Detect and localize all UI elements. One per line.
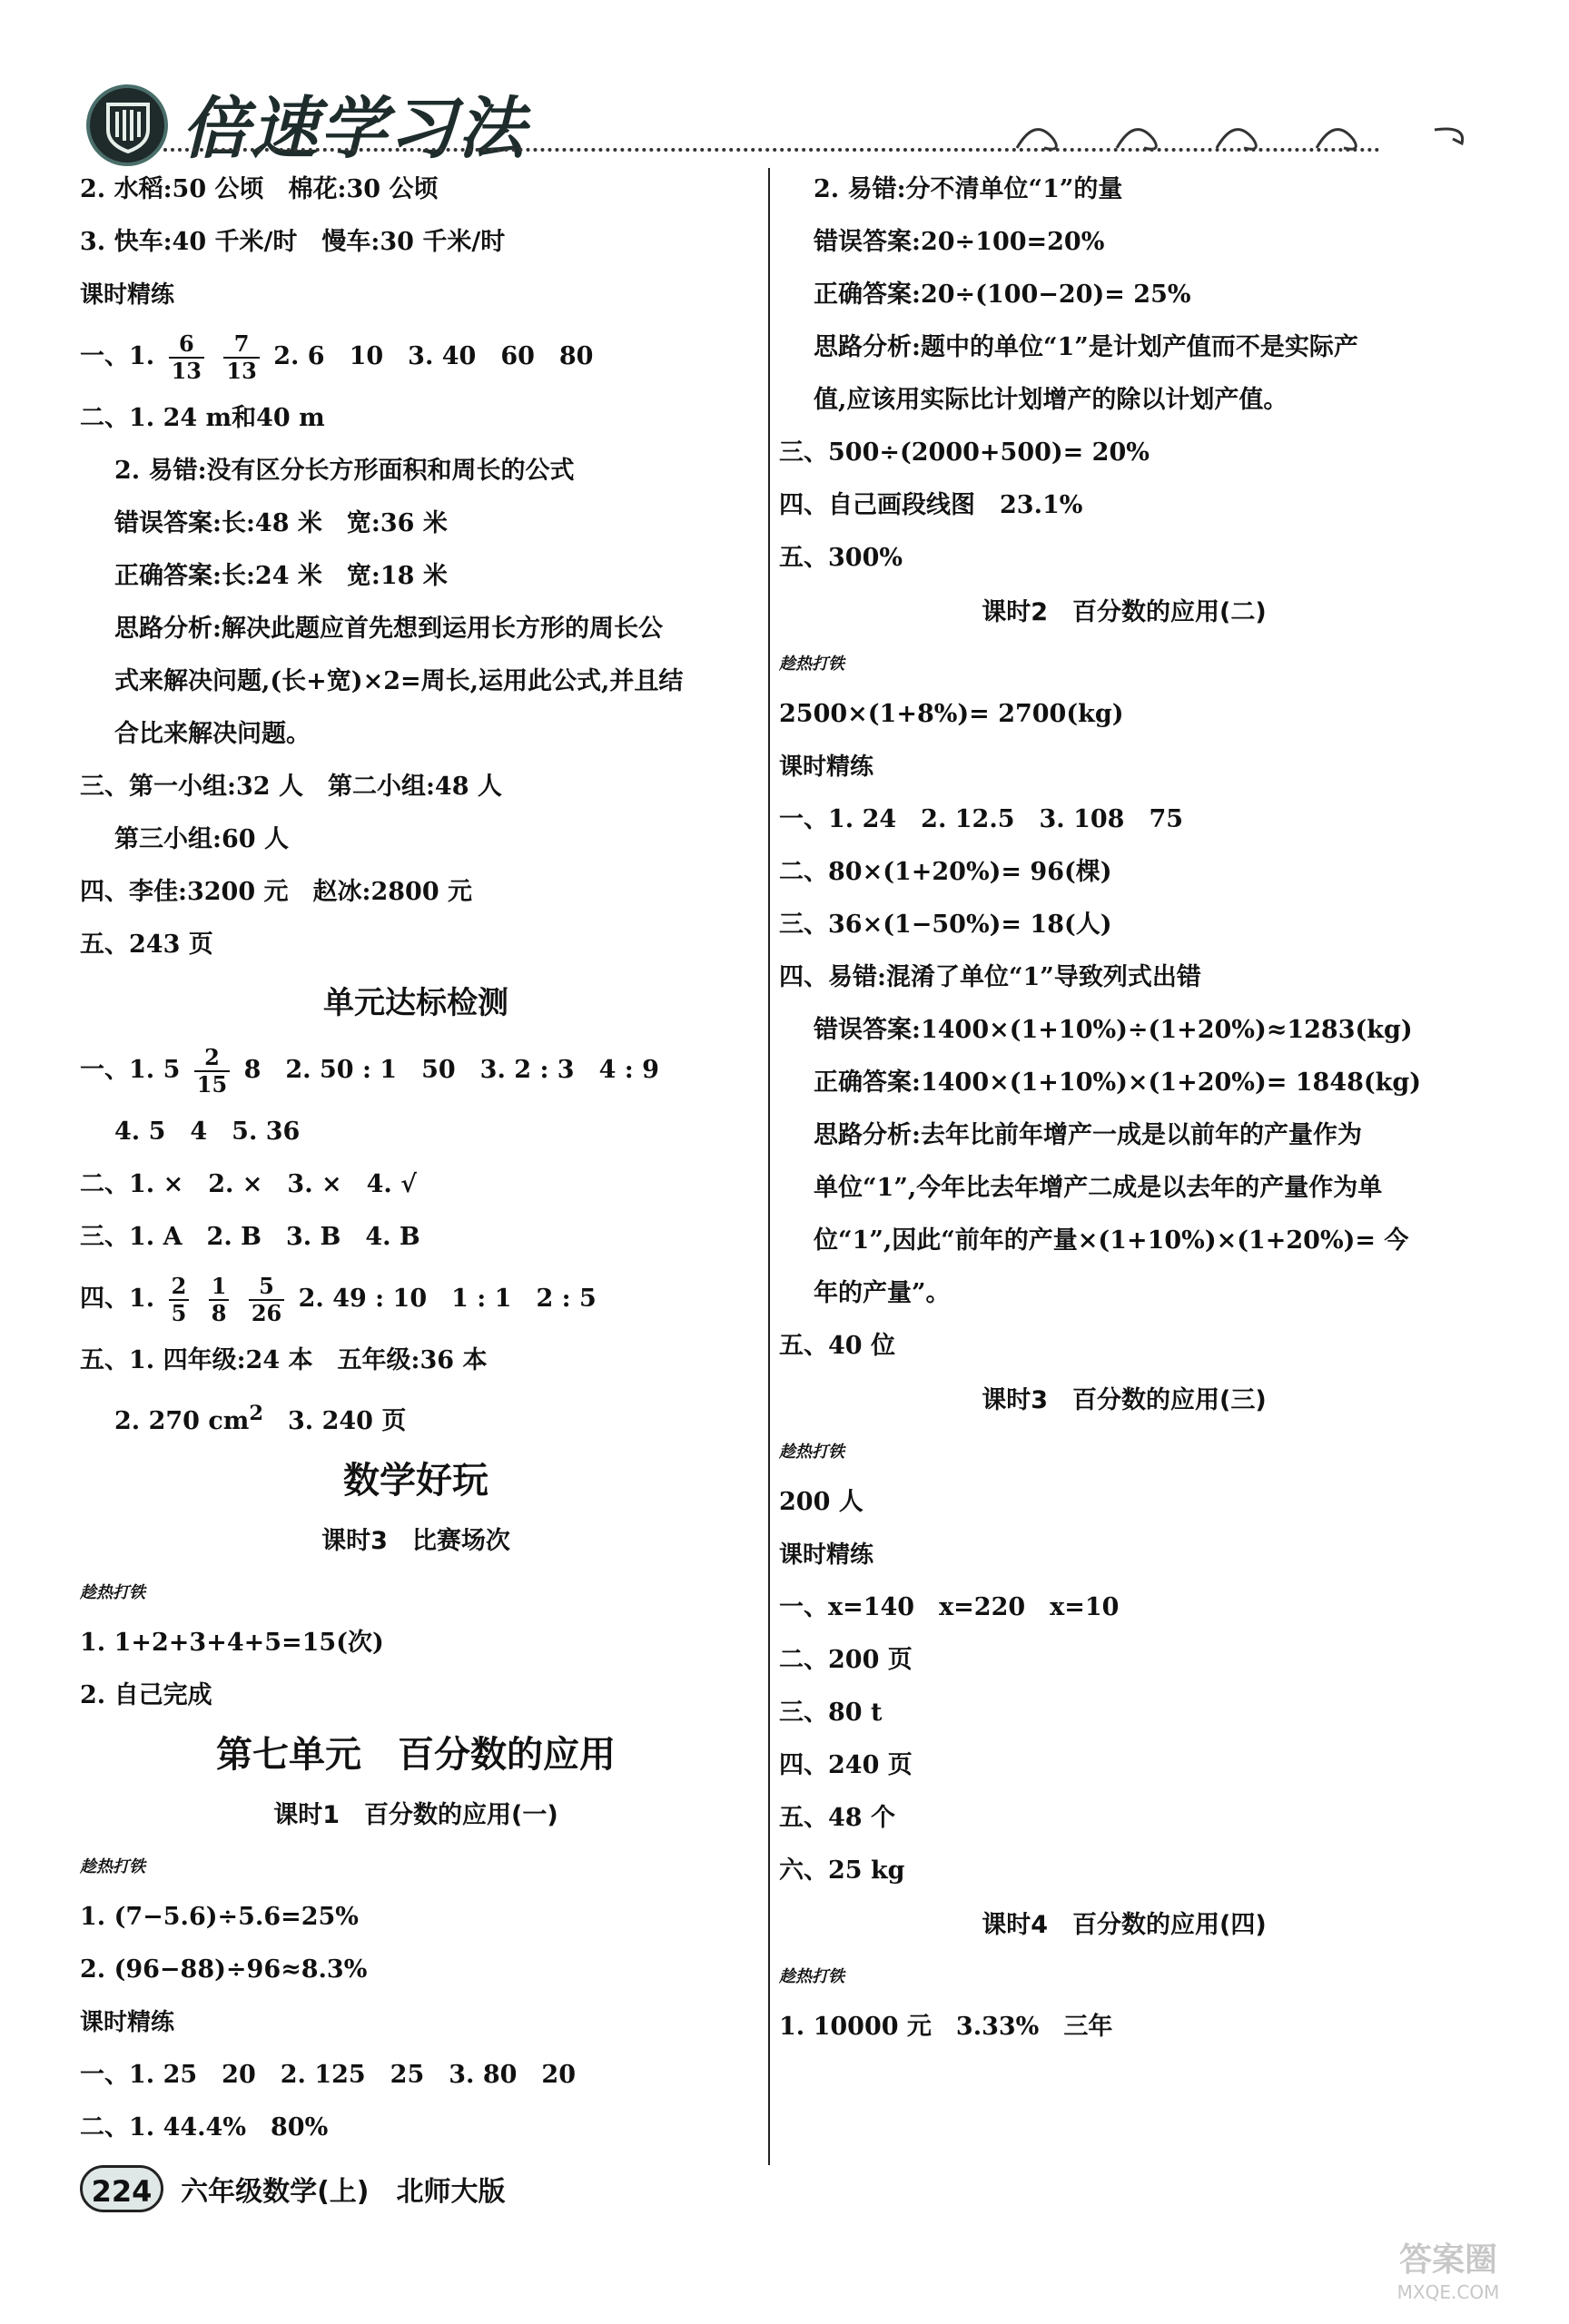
answer-text: 2. 49 : 10 1 : 1 2 : 5 — [298, 1285, 597, 1313]
answer-line: 三、第一小组:32 人 第二小组:48 人 — [80, 773, 502, 801]
answer-line: 2. (96−88)÷96≈8.3% — [80, 1955, 368, 1984]
section-tag: 趁热打铁 — [779, 655, 844, 674]
answer-line: 3. 快车:40 千米/时 慢车:30 千米/时 — [80, 228, 506, 256]
swirl-decoration-icon — [1008, 112, 1480, 157]
answer-line: 1. (7−5.6)÷5.6=25% — [80, 1903, 359, 1931]
fraction — [223, 331, 259, 384]
answer-line: 三、36×(1−50%)= 18(人) — [779, 911, 1112, 939]
section-tag: 趁热打铁 — [80, 1857, 145, 1876]
answer-line: 4. 5 4 5. 36 — [114, 1118, 301, 1146]
section-tag: 趁热打铁 — [779, 1967, 844, 1986]
section-label: 课时精练 — [779, 753, 874, 781]
answer-line: 2. 易错:分不清单位“1”的量 — [814, 175, 1123, 203]
numerator: 1 — [209, 1274, 230, 1301]
section-heading: 单元达标检测 — [323, 985, 508, 1021]
answer-line: 正确答案:长:24 米 宽:18 米 — [114, 562, 448, 590]
numerator: 6 — [169, 331, 204, 359]
answer-line: 错误答案:1400×(1+10%)÷(1+20%)≈1283(kg) — [814, 1016, 1413, 1044]
answer-text: 8 2. 50 : 1 50 3. 2 : 3 4 : 9 — [243, 1056, 659, 1084]
answer-line: 合比来解决问题。 — [114, 720, 311, 748]
answer-line: 四、易错:混淆了单位“1”导致列式出错 — [779, 963, 1201, 991]
answer-line: 六、25 kg — [779, 1856, 905, 1885]
book-shield-icon — [103, 99, 153, 153]
answer-line: 一、1. 24 2. 12.5 3. 108 75 — [779, 805, 1184, 833]
section-label: 课时精练 — [779, 1541, 874, 1569]
answer-line: 四、自己画段线图 23.1% — [779, 491, 1083, 519]
fraction — [194, 1045, 230, 1098]
answer-line: 位“1”,因此“前年的产量×(1+10%)×(1+20%)= 今 — [814, 1226, 1409, 1255]
answer-line: 二、1. × 2. × 3. × 4. √ — [80, 1170, 417, 1198]
answer-line: 二、80×(1+20%)= 96(棵) — [779, 858, 1112, 886]
section-tag: 趁热打铁 — [779, 1443, 844, 1462]
answer-line: 2. 易错:没有区分长方形面积和周长的公式 — [114, 457, 575, 485]
lesson-heading: 课时1 百分数的应用(一) — [273, 1801, 558, 1829]
unit-heading: 第七单元 百分数的应用 — [216, 1734, 616, 1776]
answer-text: 一、1. 5 — [80, 1056, 181, 1084]
answer-line: 正确答案:20÷(100−20)= 25% — [814, 281, 1191, 309]
answer-line: 2500×(1+8%)= 2700(kg) — [779, 700, 1124, 728]
answer-line: 一、1. 25 20 2. 125 25 3. 80 20 — [80, 2061, 576, 2089]
page-header — [73, 68, 1471, 168]
answer-line: 式来解决问题,(长+宽)×2=周长,运用此公式,并且结 — [114, 667, 684, 695]
numerator: 5 — [249, 1274, 284, 1301]
watermark — [1344, 2242, 1553, 2315]
answer-text: 3. 240 页 — [263, 1407, 407, 1435]
answer-line: 三、500÷(2000+500)= 20% — [779, 438, 1150, 467]
answer-line: 年的产量”。 — [814, 1279, 951, 1307]
answer-text: 2. 6 10 3. 40 60 80 — [273, 342, 594, 370]
answer-line: 思路分析:题中的单位“1”是计划产值而不是实际产 — [814, 333, 1358, 361]
fraction — [169, 1274, 190, 1326]
fraction — [249, 1274, 284, 1326]
lesson-heading: 课时2 百分数的应用(二) — [982, 598, 1267, 626]
answer-line: 五、48 个 — [779, 1804, 895, 1832]
answer-line-fractions — [80, 1035, 752, 1106]
answer-line: 四、240 页 — [779, 1751, 913, 1779]
answer-text: 一、1. — [80, 342, 155, 370]
numerator: 2 — [169, 1274, 190, 1301]
answer-line: 1. 10000 元 3.33% 三年 — [779, 2013, 1113, 2041]
answer-line-fractions — [80, 1264, 752, 1334]
denominator: 26 — [251, 1299, 282, 1326]
numerator: 2 — [194, 1045, 230, 1072]
answer-line: 单位“1”,今年比去年增产二成是以去年的产量作为单 — [814, 1174, 1383, 1202]
lesson-heading: 课时4 百分数的应用(四) — [982, 1911, 1267, 1939]
left-column — [80, 163, 752, 2154]
answer-line: 正确答案:1400×(1+10%)×(1+20%)= 1848(kg) — [814, 1068, 1422, 1097]
right-column — [779, 163, 1469, 2053]
answer-line: 二、1. 44.4% 80% — [80, 2113, 329, 2142]
denominator: 13 — [171, 357, 202, 384]
answer-line: 1. 1+2+3+4+5=15(次) — [80, 1629, 384, 1657]
answer-line: 错误答案:20÷100=20% — [814, 228, 1105, 256]
denominator: 8 — [211, 1299, 227, 1326]
watermark-url: MXQE.COM — [1396, 2281, 1500, 2303]
numerator: 7 — [223, 331, 259, 359]
column-divider — [768, 168, 770, 2165]
answer-line: 值,应该用实际比计划增产的除以计划产值。 — [814, 386, 1288, 414]
answer-line — [80, 1387, 752, 1448]
answer-line: 五、243 页 — [80, 931, 213, 959]
book-title: 六年级数学(上) 北师大版 — [181, 2176, 506, 2208]
answer-line: 2. 自己完成 — [80, 1681, 212, 1709]
answer-line-fractions — [80, 321, 752, 392]
denominator: 15 — [196, 1070, 228, 1098]
answer-line: 二、200 页 — [779, 1646, 913, 1674]
section-heading: 数学好玩 — [343, 1460, 488, 1502]
denominator: 5 — [171, 1299, 187, 1326]
answer-line: 二、1. 24 m和40 m — [80, 404, 325, 432]
answer-line: 三、1. A 2. B 3. B 4. B — [80, 1223, 420, 1251]
section-tag: 趁热打铁 — [80, 1583, 145, 1602]
answer-line: 三、80 t — [779, 1699, 883, 1727]
answer-line: 2. 水稻:50 公顷 棉花:30 公顷 — [80, 175, 439, 203]
fraction — [169, 331, 204, 384]
section-label: 课时精练 — [80, 281, 175, 309]
lesson-heading: 课时3 比赛场次 — [321, 1527, 510, 1555]
brand-logo — [86, 84, 168, 166]
answer-line: 错误答案:长:48 米 宽:36 米 — [114, 509, 448, 537]
answer-line: 五、1. 四年级:24 本 五年级:36 本 — [80, 1346, 488, 1374]
superscript: 2 — [249, 1402, 264, 1425]
page-footer — [80, 2165, 506, 2220]
answer-line: 五、300% — [779, 544, 903, 572]
answer-line: 一、x=140 x=220 x=10 — [779, 1593, 1120, 1621]
answer-text: 四、1. — [80, 1285, 155, 1313]
answer-text: 2. 270 cm — [114, 1407, 250, 1435]
answer-line: 200 人 — [779, 1488, 863, 1516]
fraction — [209, 1274, 230, 1326]
answer-line: 思路分析:去年比前年增产一成是以前年的产量作为 — [814, 1121, 1362, 1149]
watermark-logo-text: 答案圈 — [1398, 2241, 1497, 2279]
answer-line: 四、李佳:3200 元 赵冰:2800 元 — [80, 878, 473, 906]
answer-line: 第三小组:60 人 — [114, 825, 289, 853]
denominator: 13 — [226, 357, 257, 384]
section-label: 课时精练 — [80, 2009, 175, 2036]
answer-line: 思路分析:解决此题应首先想到运用长方形的周长公 — [114, 615, 663, 643]
brand-title: 倍速学习法 — [182, 90, 527, 168]
answer-line: 五、40 位 — [779, 1332, 895, 1360]
lesson-heading: 课时3 百分数的应用(三) — [982, 1386, 1267, 1414]
page-number: 224 — [80, 2165, 163, 2212]
